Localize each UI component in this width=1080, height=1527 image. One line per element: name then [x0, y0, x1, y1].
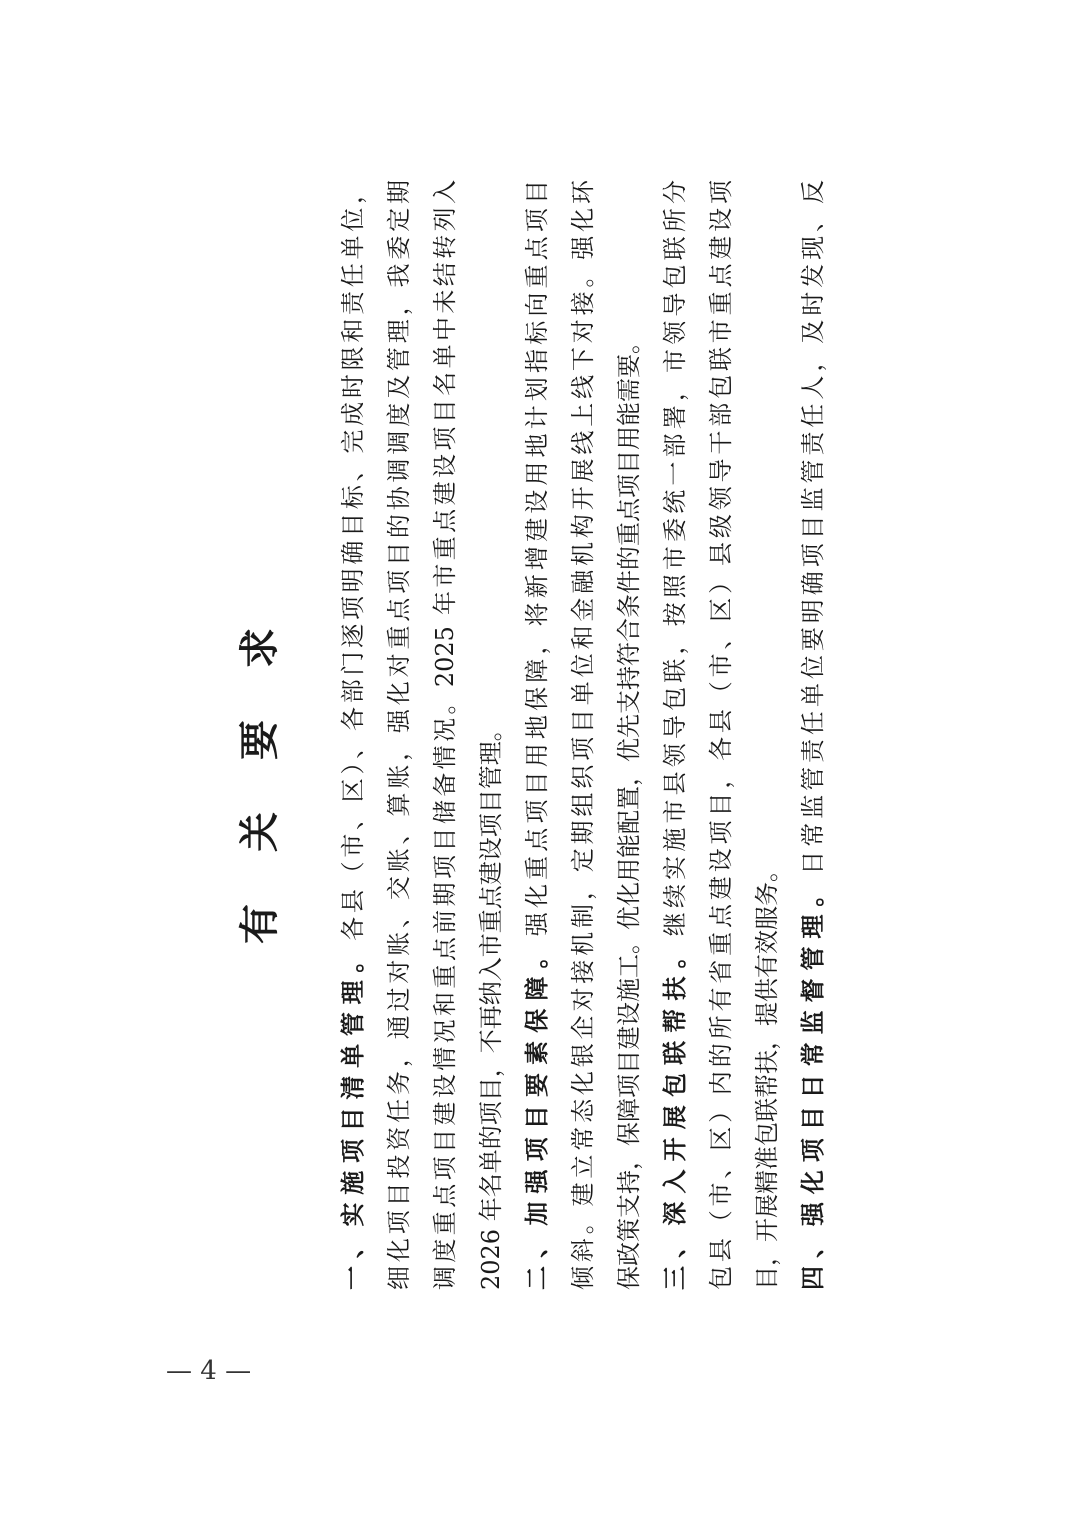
- paragraph-line: 目，开展精准包联帮扶，提供有效服务。: [753, 858, 781, 1290]
- paragraph-line: 强化重点项目用地保障，将新增建设用地计划指标向重点项目: [523, 179, 551, 937]
- section-1-first-line: [330, 180, 376, 1290]
- rotated-document-page: [0, 179, 827, 1290]
- paragraph-line: 各县（市、区）、各部门逐项明确目标、完成时限和责任单位，: [339, 179, 367, 941]
- paragraph-line: 继续实施市县领导包联，按照市委统一部署，市领导包联所分: [661, 179, 689, 937]
- paragraph-line: 2026 年名单的项目，不再纳入市重点建设项目管理。: [477, 717, 505, 1290]
- paragraph-line: 日常监管责任单位要明确项目监管责任人，及时发现、反: [799, 180, 827, 875]
- document-title: 有关要求: [237, 576, 283, 944]
- section-3-heading: 三、深入开展包联帮扶。: [661, 936, 689, 1290]
- paragraph-line: 倾斜。建立常态化银企对接机制，定期组织项目单位和金融机构开展线上线下对接。强化环: [569, 180, 597, 1290]
- paragraph-line: 调度重点项目建设情况和重点前期项目储备情况。2025 年市重点建设项目名单中未结转列入: [431, 180, 459, 1290]
- page-number: — 4 —: [166, 1356, 252, 1386]
- section-4-first-line: [790, 180, 836, 1290]
- section-3-first-line: [652, 180, 698, 1290]
- paragraph-line: 包县（市、区）内的所有省重点建设项目，各县（市、区）县级领导干部包联市重点建设项: [707, 180, 735, 1290]
- section-2-first-line: [514, 180, 560, 1290]
- section-4-heading: 四、强化项目日常监督管理。: [799, 874, 827, 1290]
- paragraph-line: 细化项目投资任务，通过对账、交账、算账，强化对重点项目的协调调度及管理，我委定期: [385, 180, 413, 1290]
- paragraph-line: 保政策支持，保障项目建设施工。优化用能配置，优先支持符合条件的重点项目用能需要。: [615, 330, 643, 1290]
- section-1-heading: 一、实施项目清单管理。: [339, 940, 367, 1290]
- section-2-heading: 二、加强项目要素保障。: [523, 936, 551, 1290]
